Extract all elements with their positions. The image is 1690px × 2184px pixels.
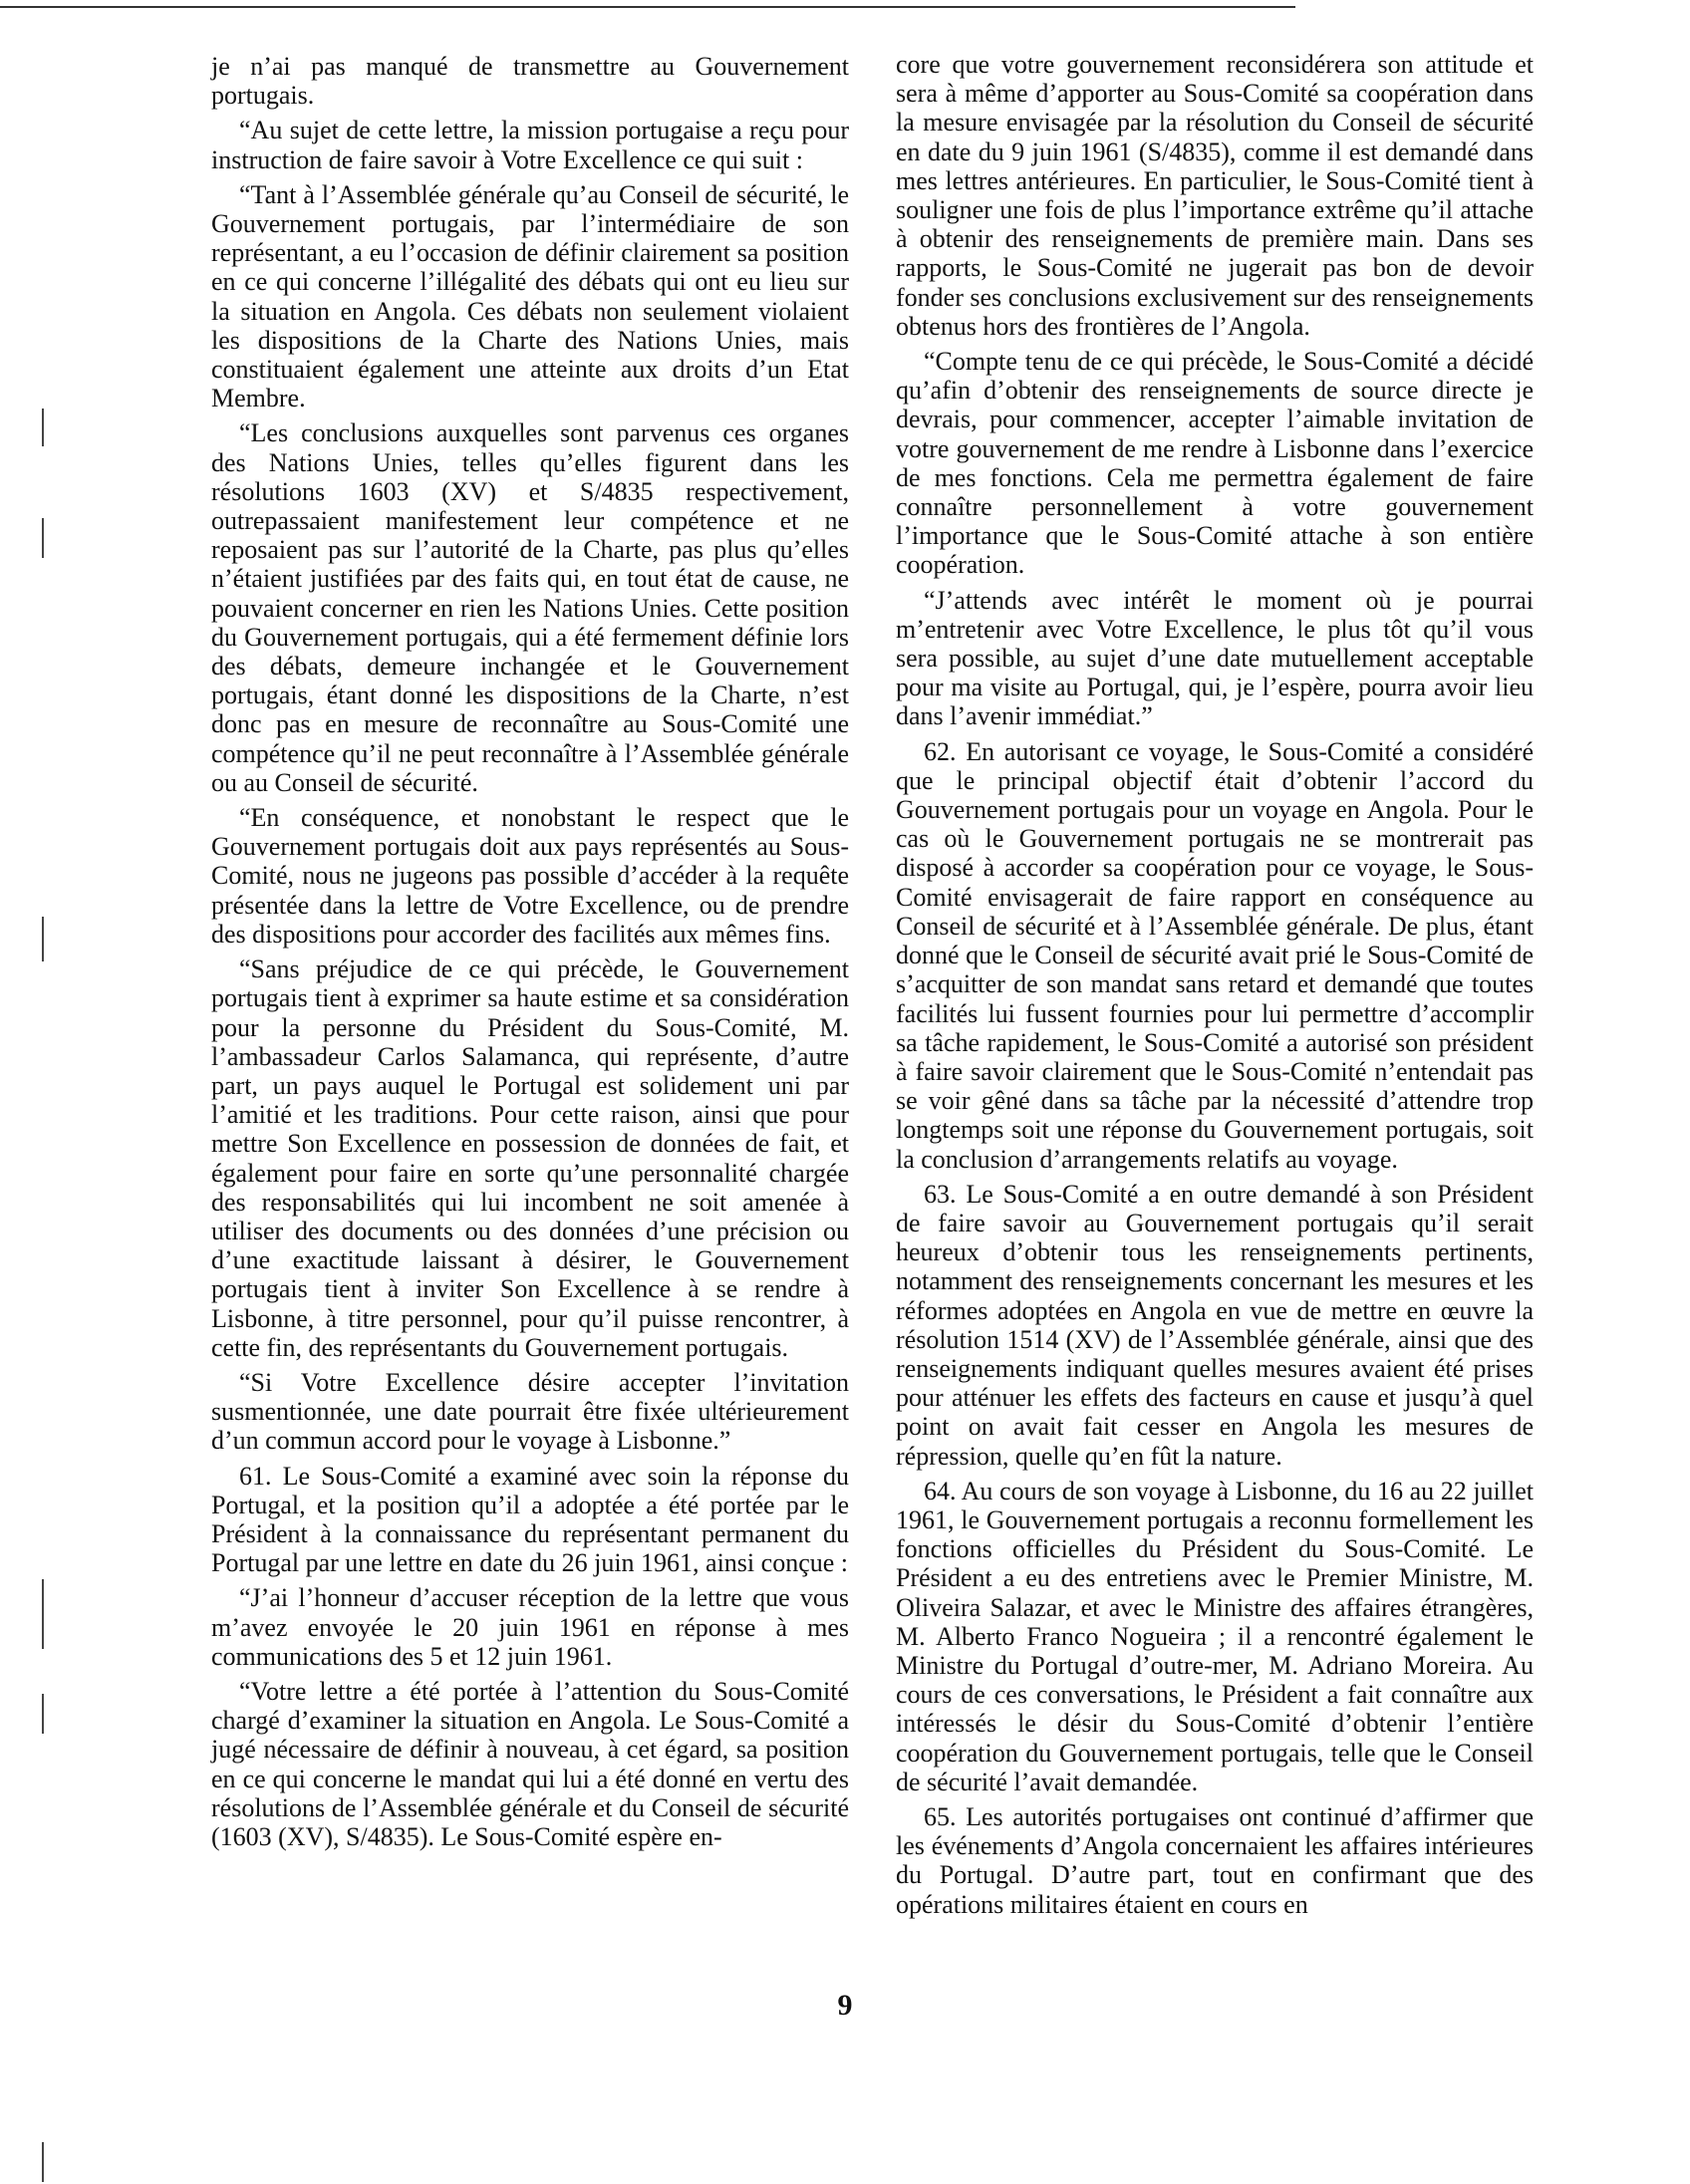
paragraph: “En conséquence, et nonobstant le respect que le Gouvernement portugais doit aux pays représentés au Sous-Comité, nous ne jugeons pas possible d’accéder à la requête présentée dans la lettre de Votre Excellence, ou de prendre des dispositions pour accorder des facilités aux mêmes fins. [211,803,849,949]
paragraph: “Si Votre Excellence désire accepter l’invitation susmentionnée, une date pourrait être fixée ultérieurement d’un commun accord pour le voyage à Lisbonne.” [211,1367,849,1456]
numbered-paragraph: 62. En autorisant ce voyage, le Sous-Comité a considéré que le principal objectif était d’obtenir l’accord du Gouvernement portugais pour un voyage en Angola. Pour le cas où le Gouvernement portugais ne se montrerait pas disposé à accorder sa coopération pour ce voyage, le Sous-Comité envisagerait de faire rapport en conséquence au Conseil de sécurité et à l’Assemblée générale. De plus, étant donné que le Conseil de sécurité avait prié le Sous-Comité de s’acquitter de son mandat sans retard et demandé que toutes facilités lui fussent fournies pour lui permettre d’accomplir sa tâche rapidement, le Sous-Comité a autorisé son président à faire savoir clairement que le Sous-Comité n’entendait pas se voir gêné dans sa tâche par la nécessité d’attendre trop longtemps soit une réponse du Gouvernement portugais, soit la conclusion d’arrangements relatifs au voyage. [896,736,1534,1174]
numbered-paragraph: 63. Le Sous-Comité a en outre demandé à son Président de faire savoir au Gouvernement portugais qu’il serait heureux d’obtenir tous les renseignements pertinents, notamment des renseignements concernant les mesures et les réformes adoptées en Angola en vue de mettre en œuvre la résolution 1514 (XV) de l’Assemblée générale, ainsi que des renseignements indiquant quelles mesures avaient été prises pour atténuer les effets des facteurs en cause et jusqu’à quel point on avait fait cesser en Angola les mesures de répression, quelle qu’en fût la nature. [896,1179,1534,1471]
numbered-paragraph: 64. Au cours de son voyage à Lisbonne, du 16 au 22 juillet 1961, le Gouvernement portugais a reconnu formellement les fonctions officielles du Président du Sous-Comité. Le Président a eu des entretiens avec le Premier Ministre, M. Oliveira Salazar, et avec le Ministre des affaires étrangères, M. Alberto Franco Nogueira ; il a rencontré également le Ministre du Portugal d’outre-mer, M. Adriano Moreira. Au cours de ces conversations, le Président a fait connaître aux intéressés le désir du Sous-Comité d’obtenir l’entière coopération du Gouvernement portugais, telle que le Conseil de sécurité l’avait demandée. [896,1476,1534,1796]
margin-mark [42,2142,44,2182]
scan-edge-line [0,6,1295,8]
right-column [896,50,1534,1925]
margin-mark [42,1694,44,1734]
paragraph: “Sans préjudice de ce qui précède, le Gouvernement portugais tient à exprimer sa haute estime et sa considération pour la personne du Président du Sous-Comité, M. l’ambassadeur Carlos Salamanca, qui représente, d’autre part, un pays auquel le Portugal est solidement uni par l’amitié et les traditions. Pour cette raison, ainsi que pour mettre Son Excellence en possession de données de fait, et également pour faire en sorte qu’une personnalité chargée des responsabilités qui lui incombent ne soit amenée à utiliser des documents ou des données d’une précision ou d’une exactitude laissant à désirer, le Gouvernement portugais tient à inviter Son Excellence à se rendre à Lisbonne, à titre personnel, pour qu’il puisse rencontrer, à cette fin, des représentants du Gouvernement portugais. [211,955,849,1362]
paragraph: “Compte tenu de ce qui précède, le Sous-Comité a décidé qu’afin d’obtenir des renseignements de source directe je devrais, pour commencer, accepter l’aimable invitation de votre gouvernement de me rendre à Lisbonne dans l’exercice de mes fonctions. Cela me permettra également de faire connaître personnellement à votre gouvernement l’importance que le Sous-Comité attache à son entière coopération. [896,347,1534,580]
margin-mark [42,917,44,961]
page-number: 9 [837,1989,853,2022]
numbered-paragraph: 61. Le Sous-Comité a examiné avec soin la réponse du Portugal, et la position qu’il a adoptée a été portée par le Président à la connaissance du représentant permanent du Portugal par une lettre en date du 26 juin 1961, ainsi conçue : [211,1461,849,1578]
paragraph: “Votre lettre a été portée à l’attention du Sous-Comité chargé d’examiner la situation en Angola. Le Sous-Comité a jugé nécessaire de définir à nouveau, à cet égard, sa position en ce qui concerne le mandat qui lui a été donné en vertu des résolutions de l’Assemblée générale et du Conseil de sécurité (1603 (XV), S/4835). Le Sous-Comité espère en- [211,1676,849,1851]
margin-mark [42,409,44,446]
left-column [211,52,849,1857]
paragraph: “Les conclusions auxquelles sont parvenus ces organes des Nations Unies, telles qu’elles figurent dans les résolutions 1603 (XV) et S/4835 respectivement, outrepassaient manifestement leur compétence et ne reposaient pas sur l’autorité de la Charte, pas plus qu’elles n’étaient justifiées par des faits qui, en tout état de cause, ne pouvaient concerner en rien les Nations Unies. Cette position du Gouvernement portugais, qui a été fermement définie lors des débats, demeure inchangée et le Gouvernement portugais, étant donné les dispositions de la Charte, n’est donc pas en mesure de reconnaître au Sous-Comité une compétence qu’il ne peut reconnaître à l’Assemblée générale ou au Conseil de sécurité. [211,418,849,797]
margin-mark [42,1579,44,1649]
margin-mark [42,518,44,558]
paragraph: “J’attends avec intérêt le moment où je pourrai m’entretenir avec Votre Excellence, le plus tôt qu’il vous sera possible, au sujet d’une date mutuellement acceptable pour ma visite au Portugal, qui, je l’espère, pourra avoir lieu dans l’avenir immédiat.” [896,585,1534,731]
paragraph: “J’ai l’honneur d’accuser réception de la lettre que vous m’avez envoyée le 20 juin 1961 en réponse à mes communications des 5 et 12 juin 1961. [211,1583,849,1671]
paragraph: core que votre gouvernement reconsidérera son attitude et sera à même d’apporter au Sous-Comité sa coopération dans la mesure envisagée par la résolution du Conseil de sécurité en date du 9 juin 1961 (S/4835), comme il est demandé dans mes lettres antérieures. En particulier, le Sous-Comité tient à souligner une fois de plus l’importance extrême qu’il attache à obtenir des renseignements de première main. Dans ses rapports, le Sous-Comité ne jugerait pas bon de devoir fonder ses conclusions exclusivement sur des renseignements obtenus hors des frontières de l’Angola. [896,50,1534,341]
paragraph: “Au sujet de cette lettre, la mission portugaise a reçu pour instruction de faire savoir à Votre Excellence ce qui suit : [211,116,849,174]
paragraph: je n’ai pas manqué de transmettre au Gouvernement portugais. [211,52,849,111]
numbered-paragraph: 65. Les autorités portugaises ont continué d’affirmer que les événements d’Angola concernaient les affaires intérieures du Portugal. D’autre part, tout en confirmant que des opérations militaires étaient en cours en [896,1801,1534,1919]
paragraph: “Tant à l’Assemblée générale qu’au Conseil de sécurité, le Gouvernement portugais, par l’intermédiaire de son représentant, a eu l’occasion de définir clairement sa position en ce qui concerne l’illégalité des débats qui ont eu lieu sur la situation en Angola. Ces débats non seulement violaient les dispositions de la Charte des Nations Unies, mais constituaient également une atteinte aux droits d’un Etat Membre. [211,179,849,413]
